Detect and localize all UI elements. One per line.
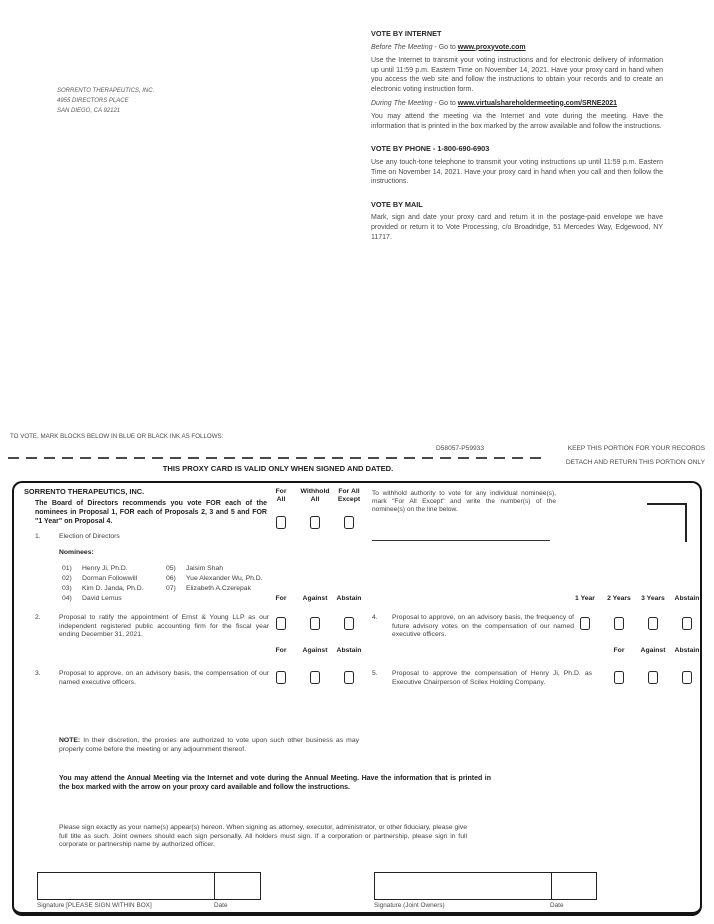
nominee-list-left bbox=[62, 564, 144, 604]
before-meeting-label: Before The Meeting bbox=[371, 43, 433, 51]
checkbox-p2-abstain[interactable] bbox=[344, 617, 354, 630]
arrow-corner-bracket bbox=[647, 503, 687, 542]
proxyvote-link[interactable]: www.proxyvote.com bbox=[457, 43, 526, 51]
proposal5-text: Proposal to approve the compensation of Henry Ji, Ph.D. as Executive Chairperson of Scilex Holding Company. bbox=[392, 670, 592, 686]
nominee-item: 06) Yue Alexander Wu, Ph.D. bbox=[166, 575, 263, 582]
proposal4-vote-header: 1 Year 2 Years 3 Years Abstain bbox=[575, 595, 700, 602]
vote-by-phone-heading: VOTE BY PHONE - 1-800-690-6903 bbox=[371, 144, 490, 154]
perforation-dashed-line bbox=[8, 457, 548, 459]
primary-signature-block bbox=[37, 872, 261, 900]
board-recommendation: The Board of Directors recommends you vote FOR each of the nominees in Proposal 1, FOR each of Proposals 2, 3 and 5 and FOR "1 Year" on Proposal 4. bbox=[35, 500, 267, 525]
checkbox-p4-3years[interactable] bbox=[648, 617, 658, 630]
nominee-item: 02) Dorman Followwill bbox=[62, 575, 138, 582]
sign-instructions: Please sign exactly as your name(s) appear(s) hereon. When signing as attorney, executor, administrator, or other fiduciary, please give full title as such. Joint owners should each sign personally. All holders must sign. If a corporation or partnership, please sign in full corporate or partnership name by authorized officer. bbox=[59, 824, 467, 849]
discretion-note bbox=[59, 737, 359, 754]
proposal5-checkboxes bbox=[602, 671, 704, 684]
for-all-header: For All bbox=[275, 488, 287, 503]
proposal3-text: Proposal to approve, on an advisory basis, the compensation of our named executive officers. bbox=[59, 670, 269, 686]
virtualshareholdermeeting-link[interactable]: www.virtualshareholdermeeting.com/SRNE2021 bbox=[457, 99, 618, 107]
checkbox-p5-against[interactable] bbox=[648, 671, 658, 684]
date-box-joint[interactable] bbox=[551, 872, 597, 900]
checkbox-p1-for-all[interactable] bbox=[276, 516, 286, 529]
proposal3-number: 3. bbox=[35, 670, 41, 677]
proposal4-text: Proposal to approve, on an advisory basis, the frequency of future advisory votes on the compensation of our named executive officers. bbox=[392, 614, 574, 639]
control-number: D58057-P59933 bbox=[435, 445, 485, 452]
proposal1-text: Election of Directors bbox=[59, 533, 120, 540]
proposal2-checkboxes bbox=[264, 617, 366, 630]
withhold-all-header: Withhold All bbox=[300, 488, 330, 503]
checkbox-p1-for-all-except[interactable] bbox=[344, 516, 354, 529]
nominees-label: Nominees: bbox=[59, 549, 94, 556]
checkbox-p3-for[interactable] bbox=[276, 671, 286, 684]
proposal1-vote-header bbox=[264, 488, 366, 504]
for-all-except-header: For All Except bbox=[337, 488, 361, 503]
goto-text: - Go to bbox=[432, 43, 458, 51]
company-address-line: 4955 DIRECTORS PLACE bbox=[57, 98, 129, 104]
company-address-line: SAN DIEGO, CA 92121 bbox=[57, 108, 121, 114]
proposal1-number: 1. bbox=[35, 533, 41, 540]
signature-box-joint[interactable] bbox=[374, 872, 552, 900]
during-meeting-label: During The Meeting bbox=[371, 99, 433, 107]
attend-meeting-note: You may attend the Annual Meeting via the Internet and vote during the Annual Meeting. Have the information that is printed in the box marked with the arrow on your proxy card available and follow the instructions. bbox=[59, 775, 491, 791]
joint-date-label: Date bbox=[550, 902, 564, 909]
proposal3-vote-header: For Against Abstain bbox=[275, 647, 362, 654]
nominee-list-right bbox=[166, 564, 263, 594]
vote-instructions bbox=[371, 29, 663, 242]
mark-blocks-instruction: TO VOTE, MARK BLOCKS BELOW IN BLUE OR BLACK INK AS FOLLOWS: bbox=[10, 433, 224, 440]
checkbox-p2-against[interactable] bbox=[310, 617, 320, 630]
checkbox-p4-1year[interactable] bbox=[580, 617, 590, 630]
detach-portion-text: DETACH AND RETURN THIS PORTION ONLY bbox=[565, 459, 705, 466]
primary-date-label: Date bbox=[214, 902, 228, 909]
checkbox-p3-abstain[interactable] bbox=[344, 671, 354, 684]
card-company-name: SORRENTO THERAPEUTICS, INC. bbox=[24, 487, 145, 496]
proposal2-number: 2. bbox=[35, 614, 41, 621]
checkbox-p4-abstain[interactable] bbox=[682, 617, 692, 630]
date-box-primary[interactable] bbox=[214, 872, 261, 900]
note-label: NOTE: bbox=[59, 737, 81, 744]
checkbox-p2-for[interactable] bbox=[276, 617, 286, 630]
checkbox-p4-2years[interactable] bbox=[614, 617, 624, 630]
nominee-item: 05) Jaisim Shah bbox=[166, 565, 224, 572]
internet-during-body: You may attend the meeting via the Internet and vote during the meeting. Have the information that is printed in the box marked by the arrow available and follow the instructions. bbox=[371, 113, 663, 130]
nominee-item: 03) Kim D. Janda, Ph.D. bbox=[62, 585, 144, 592]
checkbox-p3-against[interactable] bbox=[310, 671, 320, 684]
phone-body: Use any touch-tone telephone to transmit your voting instructions up until 11:59 p.m. Eastern Time on November 14, 2021. Have your proxy card in hand when you call and then follow the instructions. bbox=[371, 158, 663, 186]
proposal4-number: 4. bbox=[372, 614, 378, 621]
before-meeting-line bbox=[371, 43, 663, 53]
checkbox-p5-for[interactable] bbox=[614, 671, 624, 684]
withhold-authority-note: To withhold authority to vote for any individual nominee(s), mark "For All Except" and write the number(s) of the nominee(s) on the line below. bbox=[372, 490, 556, 514]
mail-body: Mark, sign and date your proxy card and return it in the postage-paid envelope we have provided or return it to Vote Processing, c/o Broadridge, 51 Mercedes Way, Edgewood, NY 11717. bbox=[371, 214, 663, 241]
company-address-line: SORRENTO THERAPEUTICS, INC. bbox=[57, 88, 155, 94]
keep-portion-text: KEEP THIS PORTION FOR YOUR RECORDS bbox=[567, 445, 705, 452]
nominee-item: 04) David Lemus bbox=[62, 595, 122, 602]
proposal2-text: Proposal to ratify the appointment of Ernst & Young LLP as our independent registered public accounting firm for the fiscal year ending December 31, 2021. bbox=[59, 614, 269, 639]
note-text: In their discretion, the proxies are authorized to vote upon such other business as may properly come before the meeting or any adjournment thereof. bbox=[59, 737, 359, 753]
during-meeting-line bbox=[371, 99, 663, 109]
nominee-item: 01) Henry Ji, Ph.D. bbox=[62, 565, 128, 572]
proposal3-checkboxes bbox=[264, 671, 366, 684]
primary-signature-label: Signature [PLEASE SIGN WITHIN BOX] bbox=[37, 902, 152, 909]
checkbox-p1-withhold-all[interactable] bbox=[310, 516, 320, 529]
company-address bbox=[57, 86, 154, 116]
goto-text: - Go to bbox=[432, 99, 458, 107]
nominee-item: 07) Elizabeth A.Czerepak bbox=[166, 585, 251, 592]
nominee-writein-line[interactable] bbox=[372, 540, 550, 541]
proxy-card bbox=[12, 481, 702, 916]
vote-by-mail-heading: VOTE BY MAIL bbox=[371, 199, 423, 209]
joint-signature-label: Signature (Joint Owners) bbox=[374, 902, 445, 909]
proposal5-number: 5. bbox=[372, 670, 378, 677]
valid-notice: THIS PROXY CARD IS VALID ONLY WHEN SIGNED AND DATED. bbox=[162, 464, 394, 473]
proposal2-vote-header: For Against Abstain bbox=[275, 595, 362, 602]
checkbox-p5-abstain[interactable] bbox=[682, 671, 692, 684]
internet-before-body: Use the Internet to transmit your voting instructions and for electronic delivery of information up until 11:59 p.m. Eastern Time on November 14, 2021. Have your proxy card in hand when you access the web site and follow the instructions to obtain your records and to create an electronic voting instruction form. bbox=[371, 57, 663, 93]
proposal4-checkboxes bbox=[568, 617, 704, 630]
signature-box-primary[interactable] bbox=[37, 872, 215, 900]
proposal1-checkboxes bbox=[264, 516, 366, 529]
vote-by-internet-heading: VOTE BY INTERNET bbox=[371, 29, 442, 38]
proposal5-vote-header: For Against Abstain bbox=[613, 647, 700, 654]
joint-signature-block bbox=[374, 872, 597, 900]
